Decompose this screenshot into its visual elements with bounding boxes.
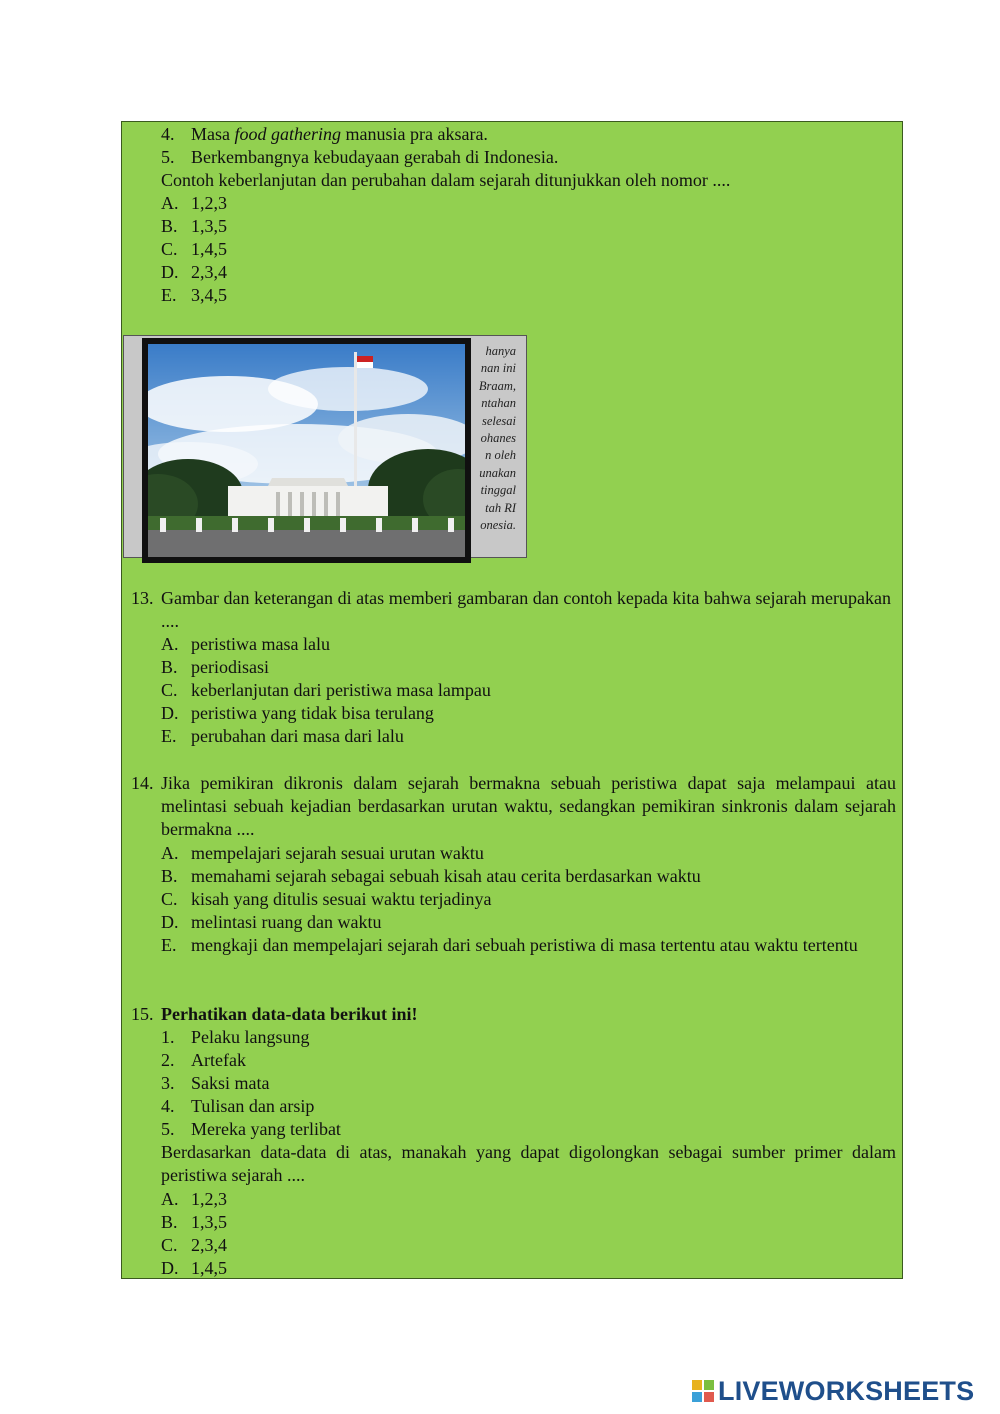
logo-square-l: [692, 1380, 702, 1390]
answer-option[interactable]: 1,3,5: [191, 1212, 227, 1232]
option-letter: A.: [161, 1189, 179, 1209]
answer-option[interactable]: 1,2,3: [191, 193, 227, 213]
caption-line: n oleh: [485, 448, 516, 463]
answer-option[interactable]: 1,4,5: [191, 1258, 227, 1278]
logo-square-v: [692, 1392, 702, 1402]
option-letter: C.: [161, 889, 178, 909]
option-letter: C.: [161, 239, 178, 259]
option-letter: E.: [161, 726, 177, 746]
option-letter: E.: [161, 935, 177, 955]
list-item-number: 4.: [161, 124, 175, 144]
option-letter: B.: [161, 657, 178, 677]
option-letter: C.: [161, 1235, 178, 1255]
answer-option[interactable]: periodisasi: [191, 657, 269, 677]
caption-line: tinggal: [480, 483, 516, 498]
caption-line: ntahan: [481, 396, 516, 411]
option-letter: A.: [161, 843, 179, 863]
caption-line: onesia.: [480, 518, 516, 533]
answer-option[interactable]: 1,3,5: [191, 216, 227, 236]
answer-option[interactable]: 3,4,5: [191, 285, 227, 305]
answer-option[interactable]: keberlanjutan dari peristiwa masa lampau: [191, 680, 491, 700]
list-item: Saksi mata: [191, 1073, 270, 1093]
caption-line: hanya: [485, 344, 516, 358]
question-prompt: Berdasarkan data-data di atas, manakah yang dapat digolongkan sebagai sumber primer dalam peristiwa sejarah ....: [161, 1142, 896, 1186]
list-item: Masa food gathering manusia pra aksara.: [191, 124, 488, 144]
option-letter: A.: [161, 634, 179, 654]
caption-line: Braam,: [478, 378, 516, 393]
question-number: 13.: [131, 588, 154, 608]
option-letter: B.: [161, 216, 178, 236]
question-number: 15.: [131, 1004, 154, 1024]
question-heading: Perhatikan data-data berikut ini!: [161, 1004, 418, 1024]
palace-illustration: [148, 344, 465, 557]
list-item: Pelaku langsung: [191, 1027, 310, 1047]
option-letter: D.: [161, 703, 179, 723]
liveworksheets-logo[interactable]: [692, 1376, 974, 1406]
caption-line: selesai: [481, 413, 516, 428]
option-letter: D.: [161, 262, 179, 282]
option-letter: D.: [161, 912, 179, 932]
question-text: Jika pemikiran dikronis dalam sejarah bermakna sebuah peristiwa dapat saja melampaui atau melintasi sebuah kejadian berdasarkan urutan waktu, sedangkan pemikiran sinkronis dalam sejarah bermakna ....: [161, 773, 896, 840]
logo-square-e: [704, 1392, 714, 1402]
logo-square-i: [704, 1380, 714, 1390]
logo-squares-icon: [692, 1380, 714, 1402]
answer-option[interactable]: 1,4,5: [191, 239, 227, 259]
list-item-number: 1.: [161, 1027, 175, 1047]
answer-option[interactable]: melintasi ruang dan waktu: [191, 912, 382, 932]
option-letter: D.: [161, 1258, 179, 1278]
option-letter: A.: [161, 193, 179, 213]
option-letter: B.: [161, 866, 178, 886]
answer-option[interactable]: 1,2,3: [191, 1189, 227, 1209]
answer-option[interactable]: 2,3,4: [191, 1235, 227, 1255]
list-item-number: 5.: [161, 147, 175, 167]
list-item: Tulisan dan arsip: [191, 1096, 315, 1116]
answer-option[interactable]: mempelajari sejarah sesuai urutan waktu: [191, 843, 484, 863]
list-item: Mereka yang terlibat: [191, 1119, 341, 1139]
list-item: Artefak: [191, 1050, 246, 1070]
question-number: 14.: [131, 773, 154, 793]
caption-line: tah RI: [485, 500, 516, 515]
caption-line: nan ini: [480, 361, 516, 376]
list-item: Berkembangnya kebudayaan gerabah di Indonesia.: [191, 147, 559, 167]
answer-option[interactable]: kisah yang ditulis sesuai waktu terjadinya: [191, 889, 492, 909]
answer-option[interactable]: mengkaji dan mempelajari sejarah dari sebuah peristiwa di masa tertentu atau waktu tertentu: [191, 935, 858, 955]
caption-line: ohanes: [480, 431, 516, 446]
answer-option[interactable]: 2,3,4: [191, 262, 227, 282]
answer-option[interactable]: peristiwa masa lalu: [191, 634, 330, 654]
option-letter: C.: [161, 680, 178, 700]
question-prompt: Contoh keberlanjutan dan perubahan dalam sejarah ditunjukkan oleh nomor ....: [161, 170, 731, 190]
question-text: Gambar dan keterangan di atas memberi gambaran dan contoh kepada kita bahwa sejarah merupakan ....: [161, 588, 891, 632]
answer-option[interactable]: perubahan dari masa dari lalu: [191, 726, 404, 746]
list-item-number: 4.: [161, 1096, 175, 1116]
option-letter: B.: [161, 1212, 178, 1232]
list-item-number: 5.: [161, 1119, 175, 1139]
caption-line: unakan: [479, 465, 516, 480]
worksheet-panel: [121, 121, 903, 1279]
palace-photo: [142, 338, 471, 563]
answer-option[interactable]: memahami sejarah sebagai sebuah kisah atau cerita berdasarkan waktu: [191, 866, 701, 886]
answer-option[interactable]: peristiwa yang tidak bisa terulang: [191, 703, 434, 723]
list-item-number: 3.: [161, 1073, 175, 1093]
option-letter: E.: [161, 285, 177, 305]
list-item-number: 2.: [161, 1050, 175, 1070]
logo-text: LIVEWORKSHEETS: [718, 1375, 975, 1406]
